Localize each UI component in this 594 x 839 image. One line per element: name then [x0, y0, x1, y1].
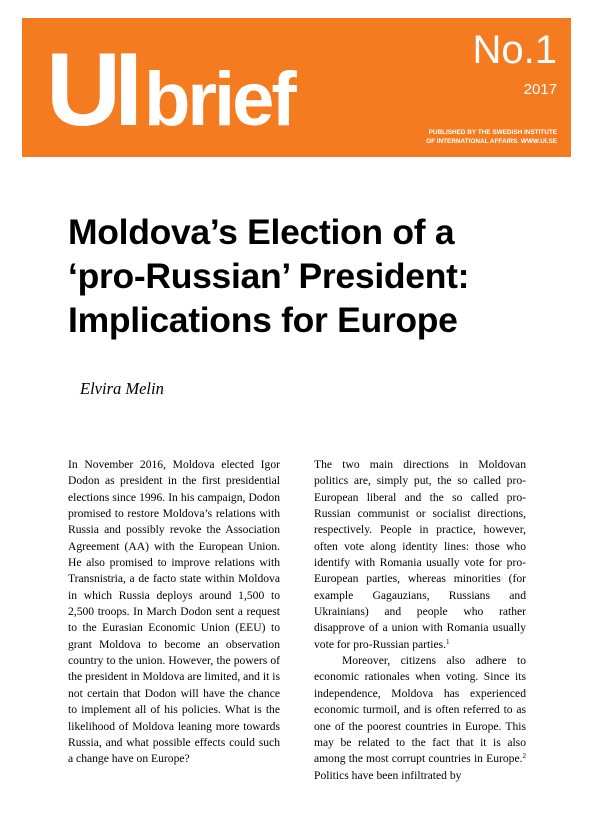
body-column-right: [314, 457, 526, 784]
body-paragraph-2: [314, 653, 526, 784]
issue-year: 2017: [523, 81, 557, 98]
title-line-2: ‘pro-Russian’ President:: [68, 256, 470, 296]
logo-brief-text: brief: [144, 57, 294, 142]
title-line-1: Moldova’s Election of a: [68, 212, 455, 252]
title-line-3: Implications for Europe: [68, 300, 458, 340]
footnote-marker-2: 2: [522, 752, 526, 761]
article-title: [68, 210, 558, 342]
body-paragraph-1-text: The two main directions in Moldovan politics are, simply put, the so called pro-European liberal and the so called pro-Russian communist or socialist directions, respectively. People in practice, however, often vote along identity lines: those who identify with Romania usually vote for pro-European parties, whereas minorities (for example Gagauzians, Russians and Ukrainians) and people who rather disapprove of a union with Romania usually vote for pro-Russian parties.: [314, 458, 526, 651]
footnote-marker-1: 1: [446, 637, 450, 646]
publisher-credit: [426, 129, 557, 146]
publisher-line-1: PUBLISHED BY THE SWEDISH INSTITUTE: [428, 129, 557, 136]
body-column-left: [68, 457, 280, 768]
publisher-line-2: OF INTERNATIONAL AFFAIRS. WWW.UI.SE: [426, 137, 557, 145]
body-paragraph-2-text-a: Moreover, citizens also adhere to economic rationales when voting. Since its independence, Moldova has experienced economic turmoil, and is often referred to as one of the poorest countries in Europe. This may be related to the fact that it is also among the most corrupt countries in Europe.: [314, 654, 526, 766]
logo-ui-text: UI: [46, 32, 136, 148]
body-paragraph-2-text-b: Politics have been infiltrated by: [314, 768, 462, 782]
author-name: Elvira Melin: [80, 379, 164, 398]
issue-number: No.1: [472, 28, 557, 72]
body-paragraph-1: [314, 457, 526, 653]
ui-brief-logo: [46, 32, 294, 148]
intro-paragraph: In November 2016, Moldova elected Igor Dodon as president in the first presidential elections since 1996. In his campaign, Dodon promised to restore Moldova’s relations with Russia and possibly revoke the Association Agreement (AA) with the European Union. He also promised to improve relations with Transnistria, a de facto state within Moldova in which Russia deploys around 1,500 to 2,500 troops. In March Dodon sent a request to the Eurasian Economic Union (EEU) to grant Moldova to become an observation country to the union. However, the powers of the president in Moldova are limited, and it is not certain that Dodon will have the chance to implement all of his policies. What is the likelihood of Moldova leaning more towards Russia, and what possible effects could such a change have on Europe?: [68, 458, 280, 766]
header-banner: [22, 18, 571, 157]
